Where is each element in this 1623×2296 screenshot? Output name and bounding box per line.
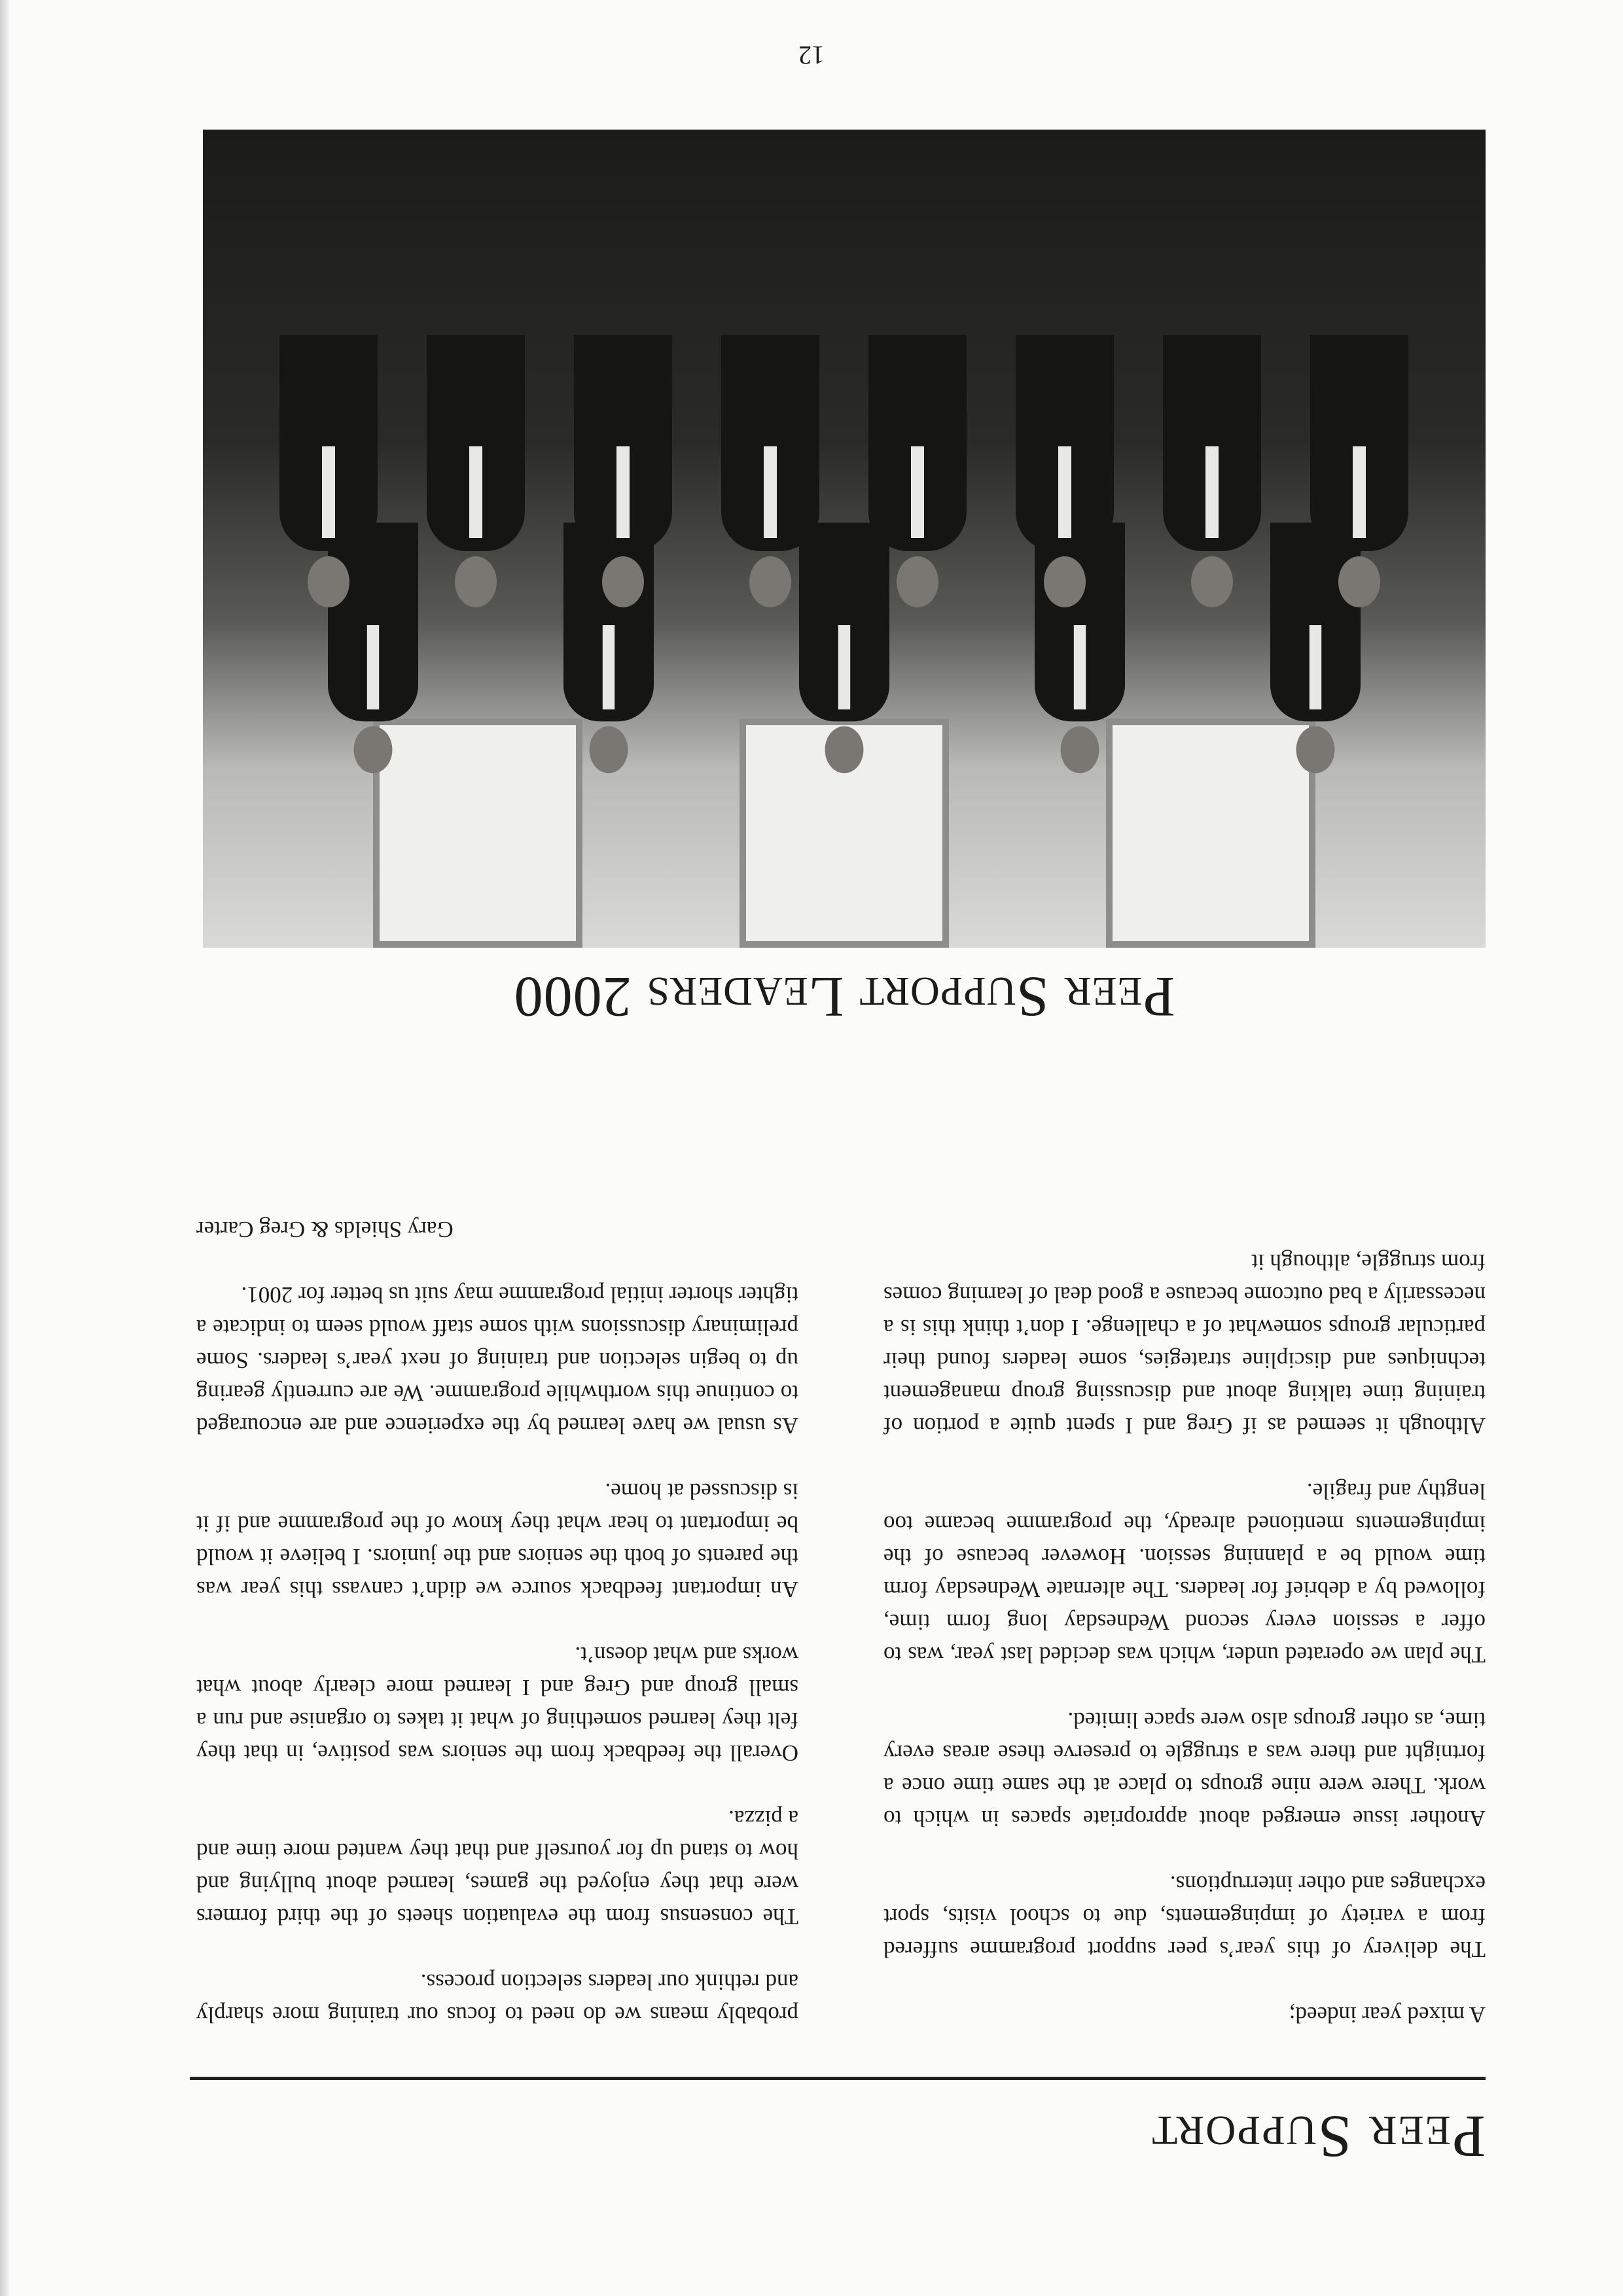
author-signature: Gary Shields & Greg Carter [196,1217,454,1242]
group-photo [203,130,1486,948]
paragraph: An important feedback source we didn’t canvass this year was the parents of both the seniors and the juniors. I believe it would be important to hear what they know of the programme and if it is discussed at home. [196,1479,798,1602]
paragraph: Although it seemed as if Greg and I spent quite a portion of training time talking about and discussing group management techniques and discipline strategies, some leaders found their particular groups somewhat of a challenge. I don’t think this is a necessarily a bad outcome because a good deal of learning comes from struggle, although it [883,1249,1486,1439]
page-number: 12 [798,41,825,70]
paragraph: probably means we do need to focus our training more sharply and rethink our leaders selection process. [196,1969,798,2028]
photo-person [280,335,378,607]
page-binding-edge [0,0,9,2296]
photo-person [427,335,526,607]
left-column [883,1213,1486,2031]
photo-caption: Peer Support Leaders 2000 [513,965,1175,1028]
paragraph: The plan we operated under, which was decided last year, was to offer a session every second Wednesday long form time, followed by a debrief for leaders. The alternate Wednesday form time would be a planning session. However because of the impingements mentioned already, the programme became too lengthy and fragile. [883,1479,1486,1668]
paragraph: As usual we have learned by the experience and are encouraged to continue this worthwhile programme. We are currently gearing up to begin selection and training of next year’s leaders. Some preliminary discussions with some staff would seem to indicate a tighter shorter initial programme may suit us better for 2001. [196,1282,798,1439]
photo-person [1164,335,1262,607]
photo-person [575,335,673,607]
photo-person [722,335,820,607]
page-title: Peer Support [1150,2104,1486,2170]
paragraph: The delivery of this year’s peer support programme suffered from a variety of impingements, due to school visits, sport exchanges and other interruptions. [883,1871,1486,1962]
title-rule [190,2077,1486,2080]
photo-front-row [203,335,1486,607]
photo-person [869,335,967,607]
right-column [196,1180,798,2031]
paragraph: The consensus from the evaluation sheets of the third formers were that they enjoyed the games, learned about bullying and how to stand up for yourself and that they wanted more time and a pizza. [196,1806,798,1929]
paragraph: Overall the feedback from the seniors was positive, in that they felt they learned something of what it takes to organise and run a small group and Greg and I learned more clearly about what works and what doesn’t. [196,1642,798,1766]
paragraph: Another issue emerged about appropriate spaces in which to work. There were nine groups to place at the same time once a fortnight and there was a struggle to preserve these areas every time, as other groups also were space limited. [883,1708,1486,1831]
photo-person [1311,335,1409,607]
photo-person [1016,335,1115,607]
paragraph: A mixed year indeed; [1289,2002,1486,2028]
